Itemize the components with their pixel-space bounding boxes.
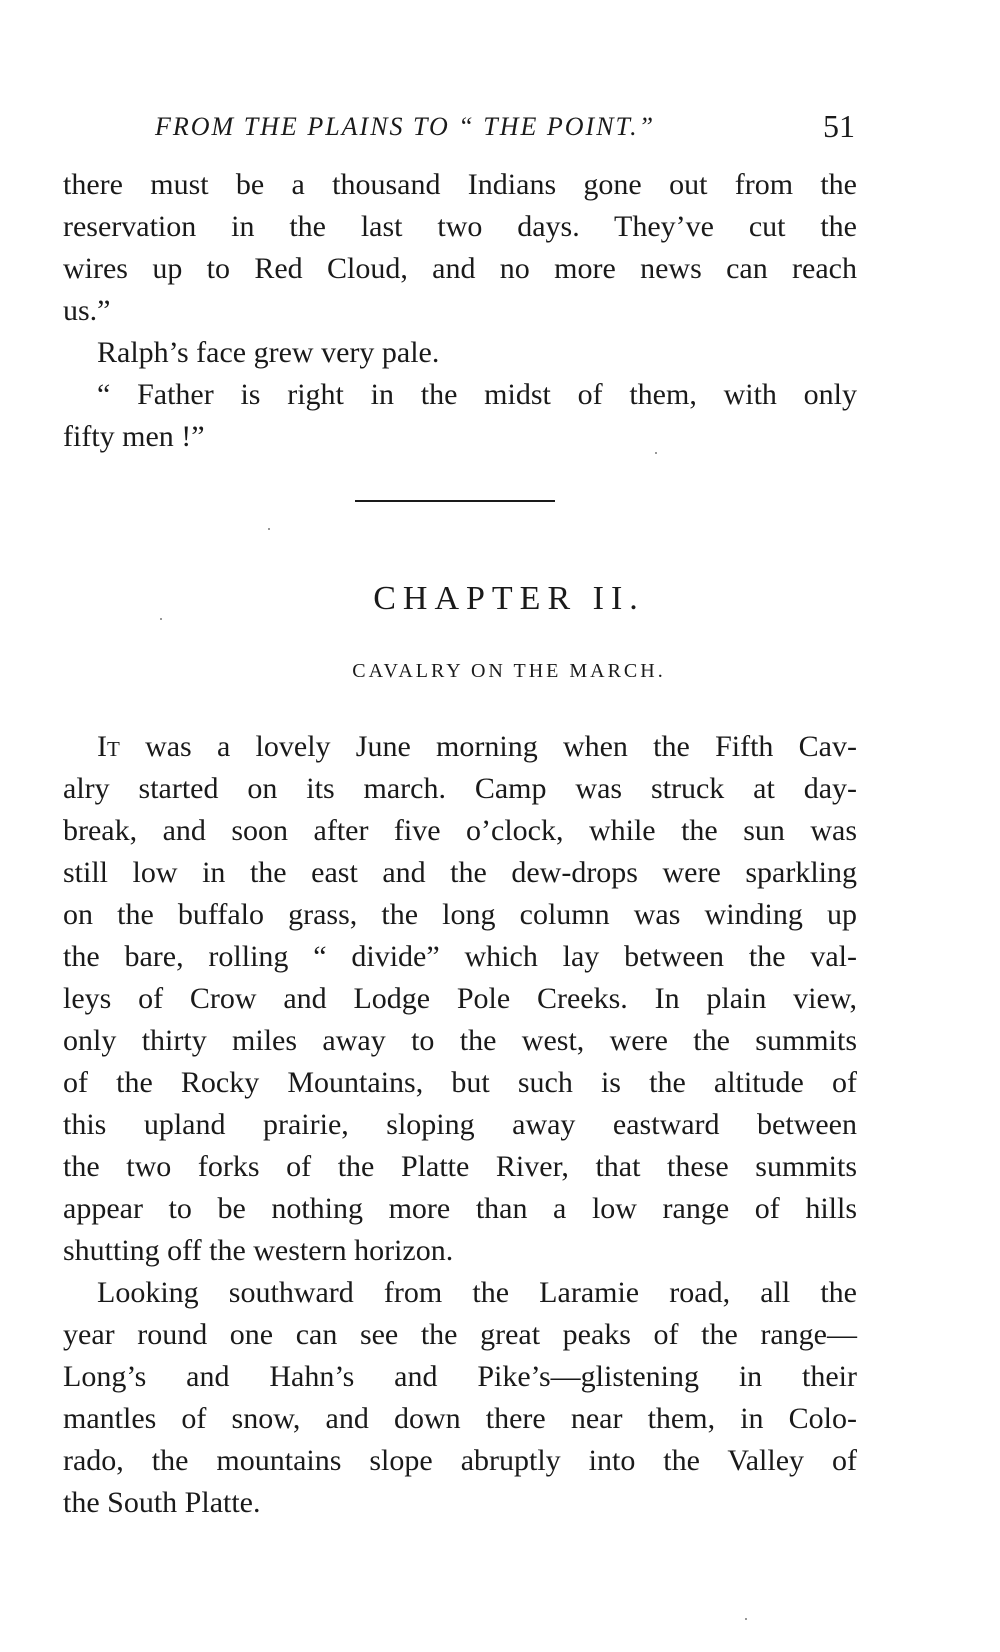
running-head: [155, 108, 855, 152]
paper-speck: [745, 1618, 747, 1620]
paragraph-1: [63, 726, 857, 1272]
text-line: alry started on its march. Camp was struck at day-: [63, 772, 857, 805]
text-line: Looking southward from the Laramie road, all the: [97, 1276, 857, 1309]
text-line: on the buffalo grass, the long column was winding up: [63, 898, 857, 931]
first-line-rest: was a lovely June morning when the Fifth Cav-: [119, 730, 857, 763]
page-number: 51: [823, 108, 855, 144]
text-line: still low in the east and the dew-drops were sparkling: [63, 856, 857, 889]
text-line: the South Platte.: [63, 1486, 261, 1519]
text-line: break, and soon after five o’clock, while the sun was: [63, 814, 857, 847]
text-line: there must be a thousand Indians gone out from the: [63, 168, 857, 201]
chapter-subtitle: CAVALRY ON THE MARCH.: [352, 660, 666, 682]
text-line: appear to be nothing more than a low range of hills: [63, 1192, 857, 1225]
paper-speck: [268, 528, 270, 530]
section-divider: [355, 500, 555, 502]
drop-word: It: [97, 730, 120, 763]
continued-text: [63, 164, 857, 458]
paper-speck: [160, 618, 162, 620]
text-line: fifty men !”: [63, 420, 205, 453]
running-title: FROM THE PLAINS TO “ THE POINT.”: [155, 112, 656, 141]
text-line: reservation in the last two days. They’ve cut the: [63, 210, 857, 243]
text-line: [63, 726, 857, 768]
text-line: this upland prairie, sloping away eastward between: [63, 1108, 857, 1141]
text-line: shutting off the western horizon.: [63, 1234, 454, 1267]
text-line: “ Father is right in the midst of them, with only: [97, 378, 857, 411]
text-line: leys of Crow and Lodge Pole Creeks. In plain view,: [63, 982, 857, 1015]
text-line: Ralph’s face grew very pale.: [97, 336, 440, 369]
paper-speck: [655, 452, 657, 454]
text-line: us.”: [63, 294, 111, 327]
text-line: rado, the mountains slope abruptly into the Valley of: [63, 1444, 857, 1477]
text-line: mantles of snow, and down there near them, in Colo-: [63, 1402, 857, 1435]
text-line: of the Rocky Mountains, but such is the altitude of: [63, 1066, 857, 1099]
text-line: the two forks of the Platte River, that these summits: [63, 1150, 857, 1183]
paragraph-2: [63, 1272, 857, 1524]
text-line: year round one can see the great peaks of the range—: [63, 1318, 857, 1351]
text-line: Long’s and Hahn’s and Pike’s—glistening in their: [63, 1360, 857, 1393]
text-line: the bare, rolling “ divide” which lay between the val-: [63, 940, 857, 973]
chapter-heading: CHAPTER II.: [373, 580, 645, 617]
text-line: wires up to Red Cloud, and no more news can reach: [63, 252, 857, 285]
text-line: only thirty miles away to the west, were the summits: [63, 1024, 857, 1057]
